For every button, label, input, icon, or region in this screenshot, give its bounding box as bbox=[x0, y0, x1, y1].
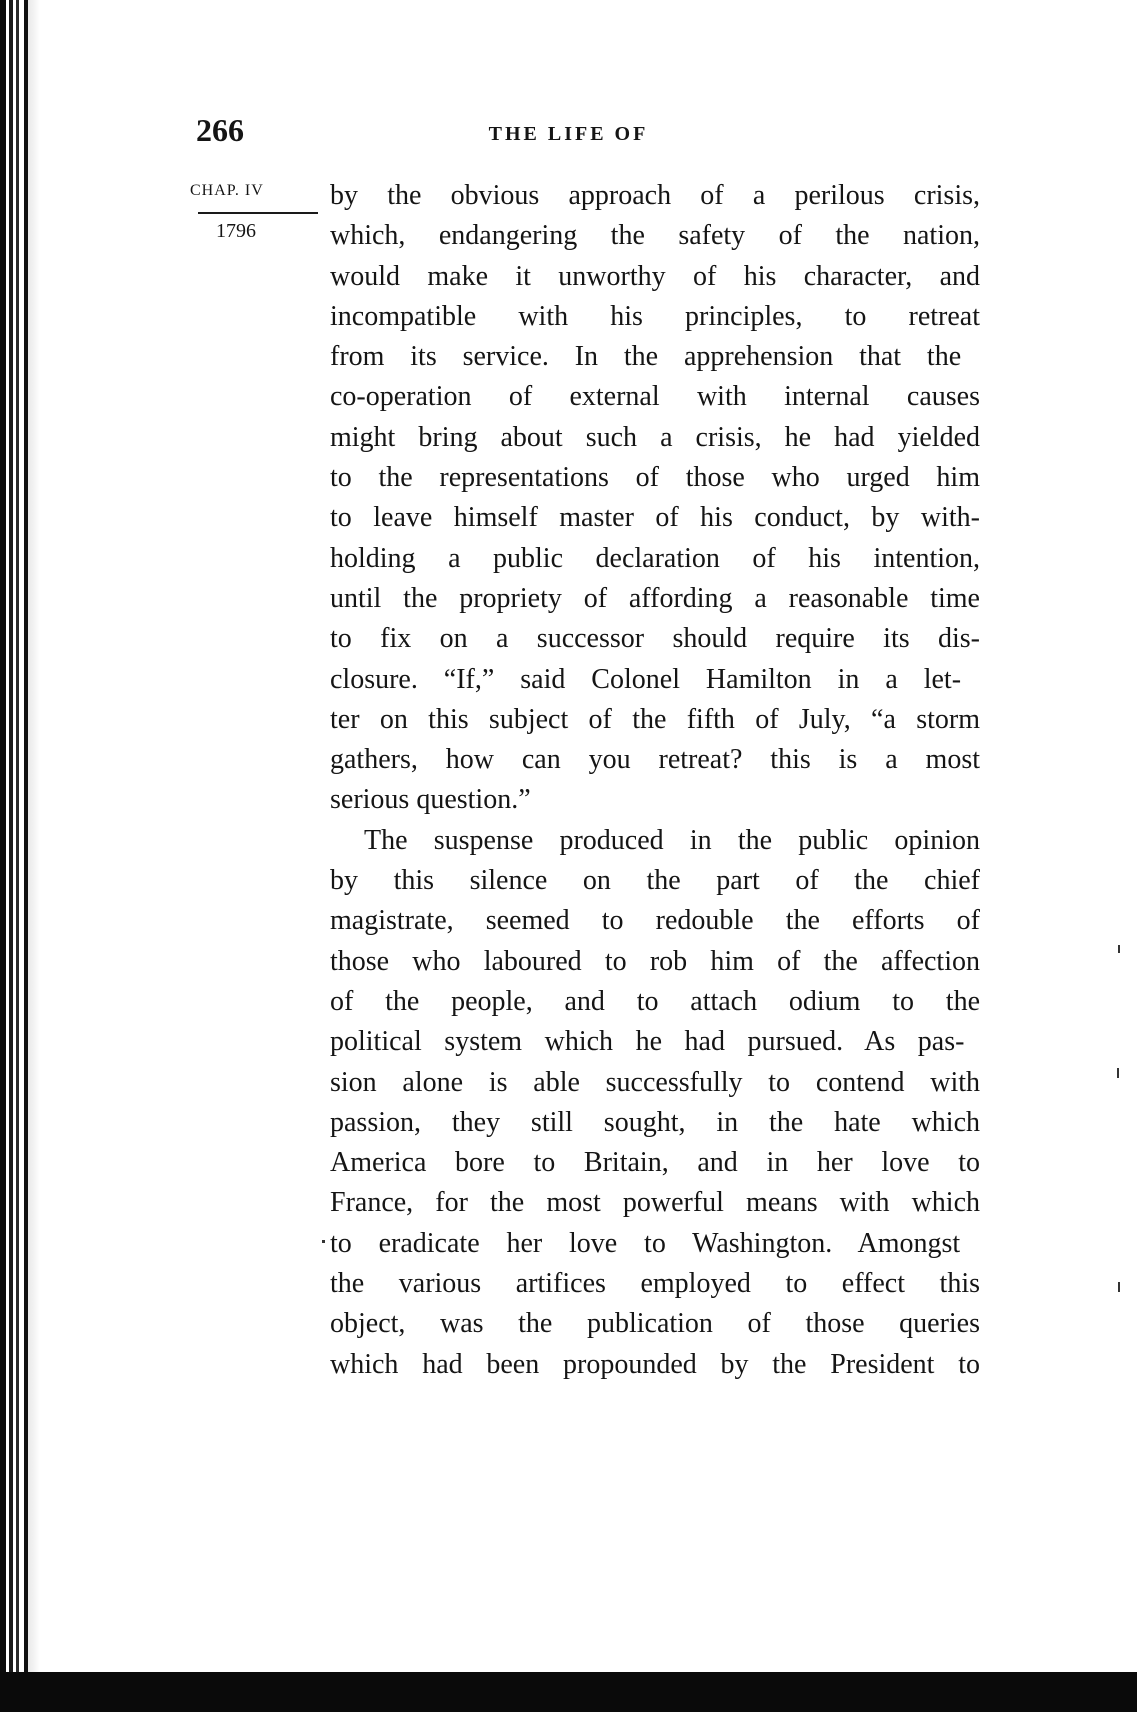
text-line: co-operation of external with internal causes bbox=[330, 381, 980, 413]
text-line: political system which he had pursued. As pas- bbox=[330, 1026, 965, 1058]
text-line: which, endangering the safety of the nation, bbox=[330, 220, 980, 252]
text-line: to leave himself master of his conduct, by with- bbox=[330, 502, 980, 534]
text-line: might bring about such a crisis, he had yielded bbox=[330, 421, 980, 453]
text-line: gathers, how can you retreat? this is a most bbox=[330, 744, 980, 776]
scan-speck bbox=[1118, 945, 1120, 953]
text-line: The suspense produced in the public opinion bbox=[364, 824, 980, 856]
text-line: those who laboured to rob him of the affection bbox=[330, 945, 980, 977]
text-line: which had been propounded by the President to bbox=[330, 1348, 980, 1380]
text-line: of the people, and to attach odium to the bbox=[330, 985, 980, 1017]
text-line: America bore to Britain, and in her love to bbox=[330, 1147, 980, 1179]
text-line: to eradicate her love to Washington. Amongst bbox=[330, 1227, 961, 1259]
scan-speck bbox=[322, 1240, 325, 1243]
text-line: by the obvious approach of a perilous crisis, bbox=[330, 180, 980, 211]
margin-divider bbox=[198, 212, 318, 214]
text-line: object, was the publication of those queries bbox=[330, 1308, 980, 1340]
text-line: closure. “If,” said Colonel Hamilton in a let- bbox=[330, 663, 962, 695]
scan-speck bbox=[1117, 1068, 1119, 1078]
text-line: sion alone is able successfully to contend with bbox=[330, 1066, 980, 1098]
text-line: to fix on a successor should require its dis- bbox=[330, 623, 980, 655]
text-line: ter on this subject of the fifth of July, “a storm bbox=[330, 703, 980, 735]
text-line: passion, they still sought, in the hate which bbox=[330, 1106, 980, 1138]
text-line: incompatible with his principles, to retreat bbox=[330, 300, 980, 332]
paragraph-1 bbox=[330, 176, 980, 821]
paragraph-2 bbox=[330, 821, 980, 1385]
body-text bbox=[330, 176, 980, 1385]
scan-bottom-edge bbox=[0, 1672, 1137, 1712]
page-number: 266 bbox=[196, 112, 244, 148]
text-line: until the propriety of affording a reasonable time bbox=[330, 582, 980, 614]
running-head: THE LIFE OF bbox=[488, 123, 649, 145]
text-line: from its service. In the apprehension that the bbox=[330, 341, 962, 373]
text-line: by this silence on the part of the chief bbox=[330, 865, 980, 897]
text-line: serious question.” bbox=[330, 784, 531, 816]
text-line: magistrate, seemed to redouble the efforts of bbox=[330, 905, 980, 937]
book-gutter-shadow bbox=[0, 0, 40, 1712]
text-line: France, for the most powerful means with which bbox=[330, 1187, 980, 1219]
text-line: holding a public declaration of his intention, bbox=[330, 542, 980, 574]
margin-year-label: 1796 bbox=[216, 220, 256, 242]
text-line: the various artifices employed to effect this bbox=[330, 1268, 980, 1300]
scan-speck bbox=[1118, 1282, 1120, 1292]
text-line: to the representations of those who urged him bbox=[330, 462, 980, 494]
text-line: would make it unworthy of his character, and bbox=[330, 260, 980, 292]
margin-chapter-label: CHAP. IV bbox=[190, 182, 264, 199]
